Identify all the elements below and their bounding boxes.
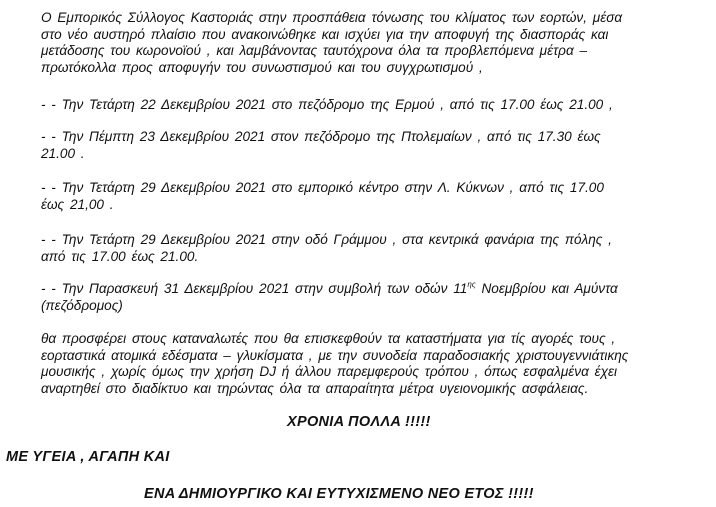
intro-paragraph	[41, 10, 693, 76]
outro-line: θα προσφέρει στους καταναλωτές που θα επισκεφθούν τα καταστήματα για τίς αγορές τους ,	[41, 331, 616, 346]
intro-line: μετάδοσης του κωρονοϊού , και λαμβάνοντας ταυτόχρονα όλα τα προβλεπόμενα μέτρα –	[41, 43, 588, 58]
event-item-1	[41, 97, 693, 114]
ordinal-suffix: ης	[467, 280, 476, 289]
intro-line: πρωτόκολλα προς αποφυγήν του συνωστισμού και του συγχρωτισμού ,	[41, 59, 483, 75]
closing-wishes: ΜΕ ΥΓΕΙΑ , ΑΓΑΠΗ ΚΑΙ	[6, 449, 170, 465]
intro-line: στο νέο αυστηρό πλαίσιο που ανακοινώθηκε και ισχύει για την αποφυγή της διασποράς και	[41, 26, 609, 42]
event-line-start: - - Την Παρασκευή 31 Δεκεμβρίου 2021 στην συμβολή των οδών 11	[41, 281, 468, 296]
event-item-5	[41, 281, 693, 314]
event-item-3	[41, 180, 693, 213]
outro-line: εορταστικά ατομικά εδέσματα – γλυκίσματα , με την συνοδεία παραδοσιακής χριστουγεννιάτικης	[41, 347, 629, 363]
event-item-2	[41, 129, 693, 162]
closing-greeting: ΧΡΟΝΙΑ ΠΟΛΛΑ !!!!!	[287, 414, 431, 430]
closing-new-year: ΕΝΑ ΔΗΜΙΟΥΡΓΙΚΟ ΚΑΙ ΕΥΤΥΧΙΣΜΕΝΟ ΝΕΟ ΕΤΟΣ !!!!!	[144, 486, 534, 502]
intro-line: Ο Εμπορικός Σύλλογος Καστοριάς στην προσπάθεια τόνωσης του κλίματος των εορτών, μέσα	[41, 10, 623, 25]
event-line: 21.00 .	[41, 145, 85, 161]
event-line: από τις 17.00 έως 21.00.	[41, 248, 199, 264]
event-item-4	[41, 232, 693, 265]
event-line: (πεζόδρομος)	[41, 297, 123, 313]
event-line: έως 21,00 .	[41, 196, 114, 212]
event-line	[41, 281, 693, 298]
event-line-end: Νοεμβρίου και Αμύντα	[475, 281, 618, 296]
outro-paragraph	[41, 331, 693, 397]
event-line: - - Την Τετάρτη 29 Δεκεμβρίου 2021 στο εμπορικό κέντρο στην Λ. Κύκνων , από τις 17.00	[41, 180, 604, 195]
outro-line: μουσικής , χωρίς όμως την χρήση DJ ή άλλου παρεμφερούς τρόπου , όπως εσφαλμένα έχει	[41, 364, 617, 379]
outro-line: αναρτηθεί στο διαδίκτυο και τηρώντας όλα τα απαραίτητα μέτρα υγειονομικής ασφάλειας.	[41, 380, 589, 396]
event-line: - - Την Τετάρτη 22 Δεκεμβρίου 2021 στο πεζόδρομο της Ερμού , από τις 17.00 έως 21.00 ,	[41, 97, 613, 112]
event-line: - - Την Πέμπτη 23 Δεκεμβρίου 2021 στον πεζόδρομο της Πτολεμαίων , από τις 17.30 έως	[41, 129, 601, 144]
event-line: - - Την Τετάρτη 29 Δεκεμβρίου 2021 στην οδό Γράμμου , στα κεντρικά φανάρια της πόλης ,	[41, 232, 612, 247]
